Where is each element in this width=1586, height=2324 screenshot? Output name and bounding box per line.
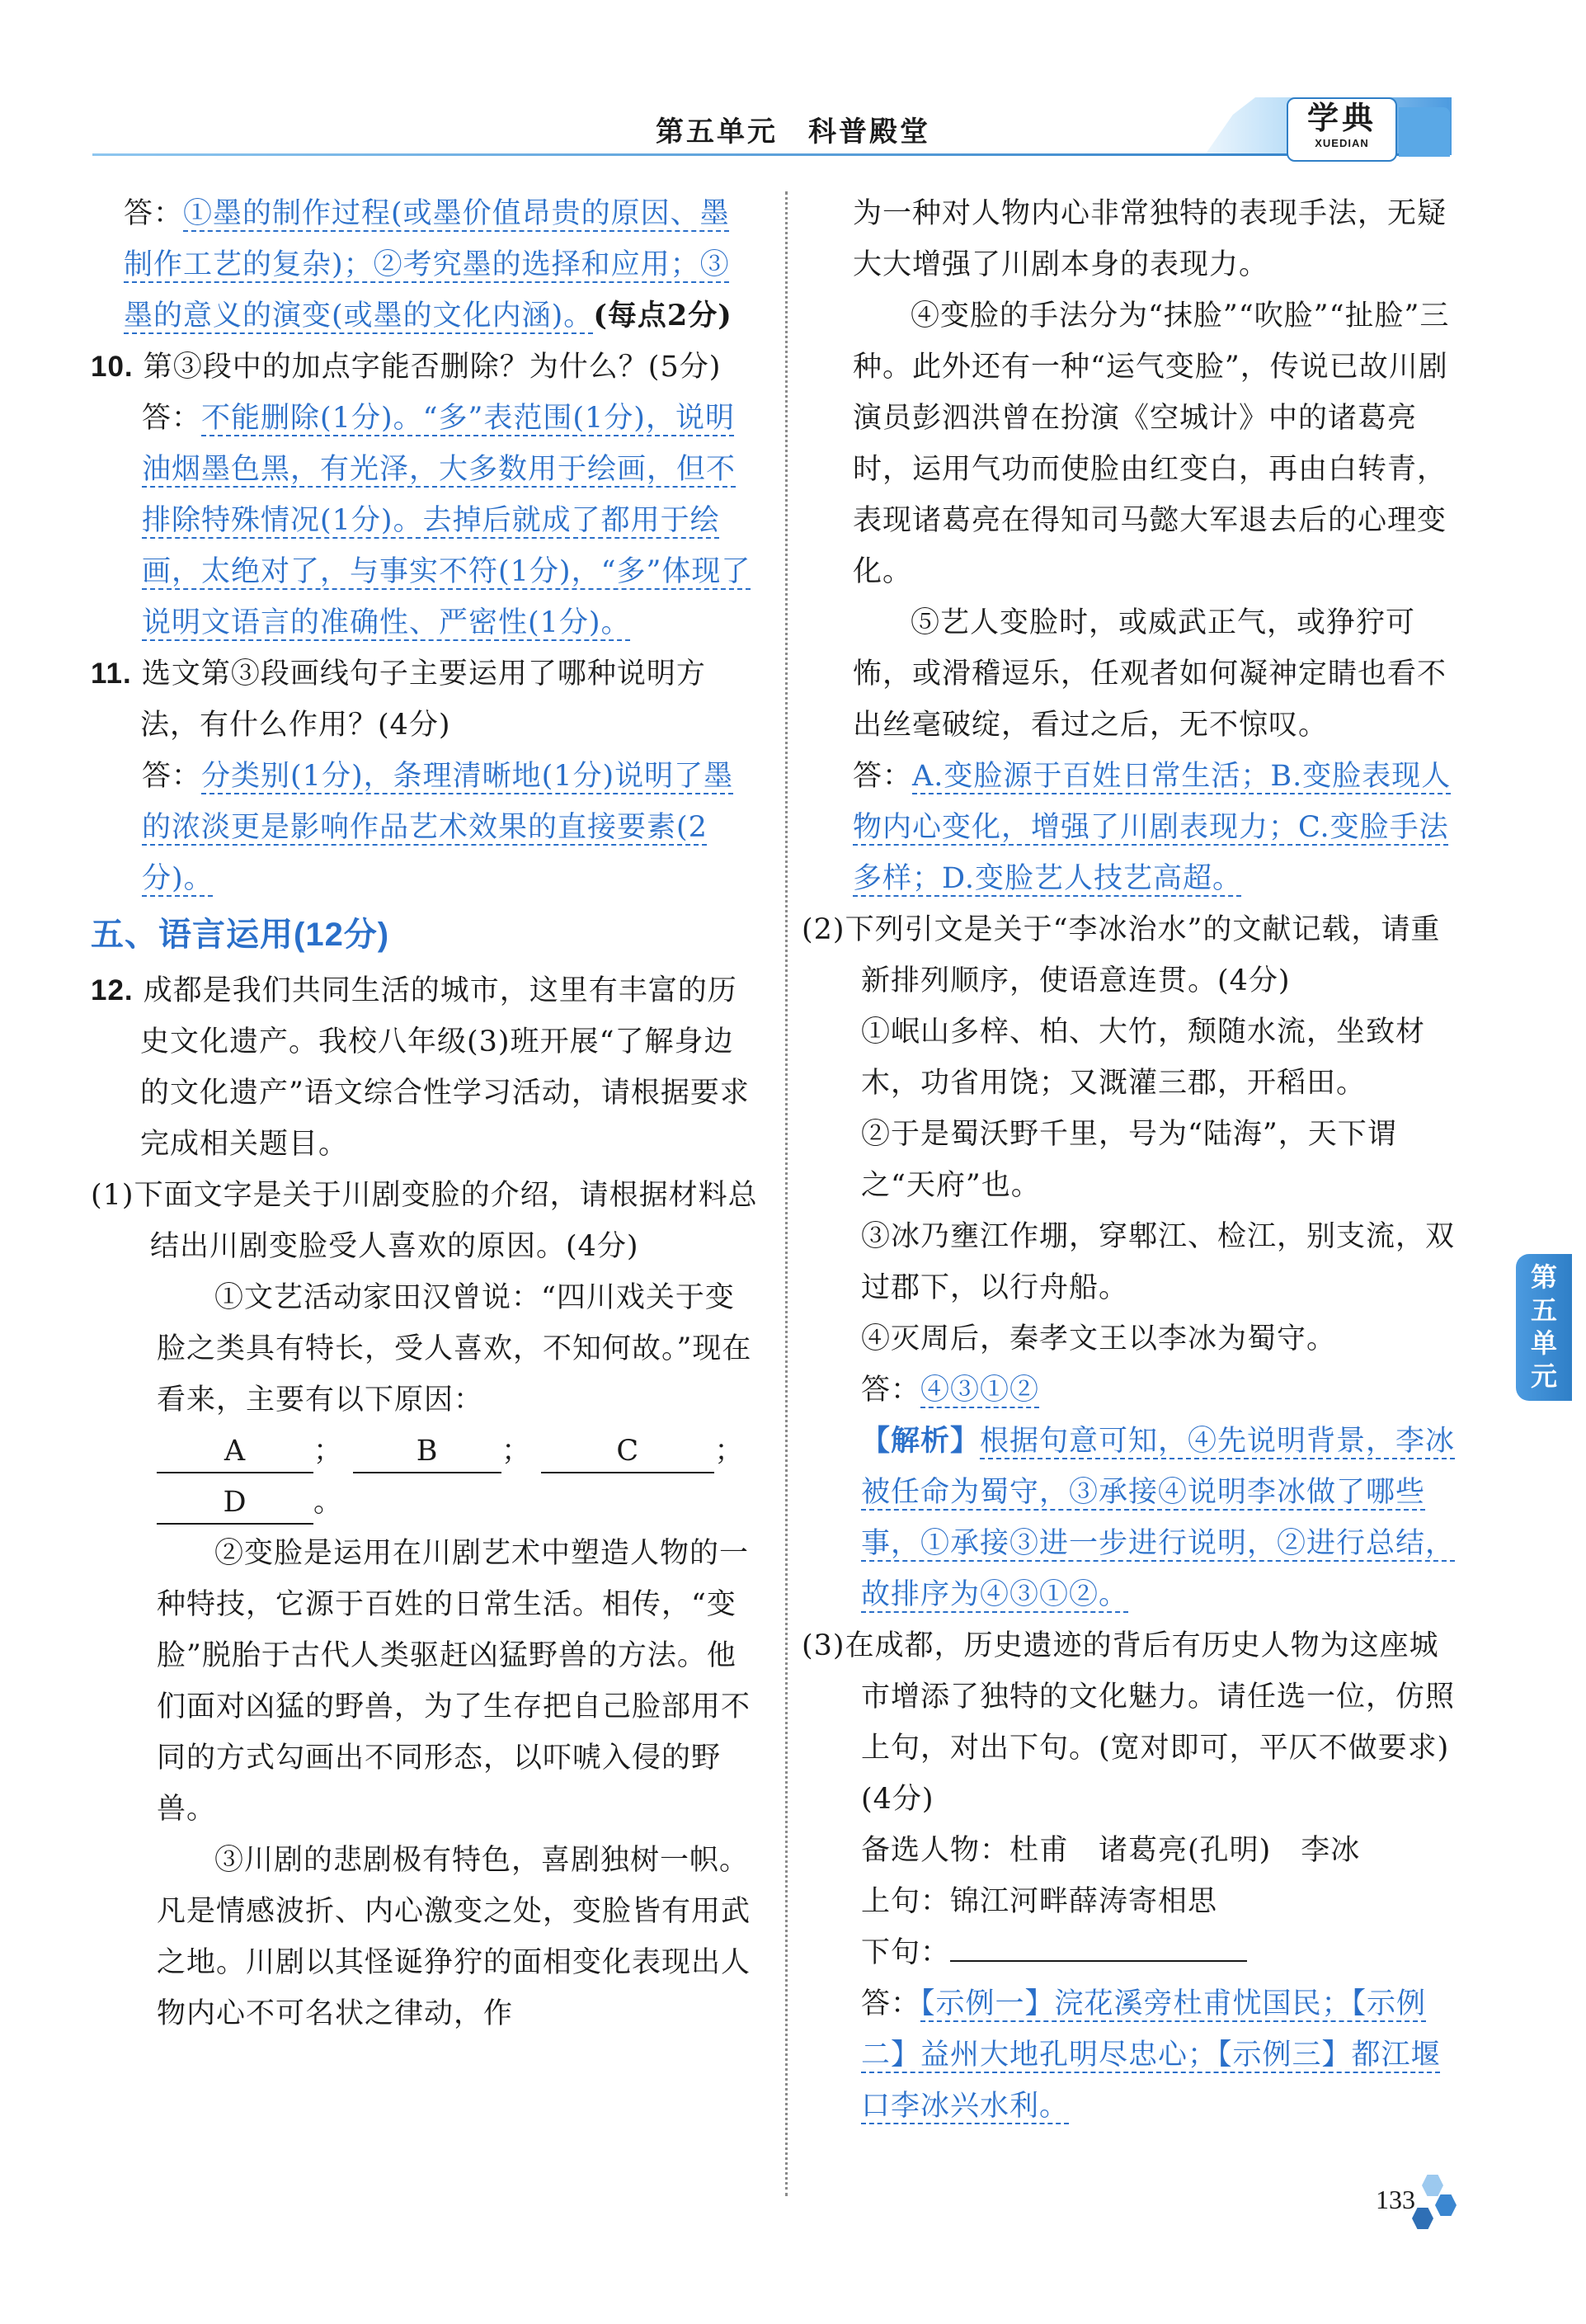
q12-text: 成都是我们共同生活的城市，这里有丰富的历史文化遗产。我校八年级(3)班开展“了解身边的文化遗产”语文综合性学习活动，请根据要求完成相关题目。 — [140, 974, 750, 1161]
lower-line-blank[interactable] — [950, 1960, 1247, 1962]
sub1-number: (1) — [91, 1179, 134, 1212]
q10-answer — [91, 393, 759, 648]
sub1-text: 下面文字是关于川剧变脸的介绍，请根据材料总结出川剧变脸受人喜欢的原因。(4分) — [134, 1179, 758, 1263]
hex-decoration — [1435, 2194, 1457, 2216]
blank-sep: ； — [501, 1435, 532, 1468]
q9-answer-text: ①墨的制作过程(或墨价值昂贵的原因、墨制作工艺的复杂)；②考究墨的选择和应用；③墨的意义的演变(或墨的文化内涵)。 — [124, 197, 730, 332]
sub3-question — [802, 1620, 1468, 1825]
sub2-question — [802, 904, 1468, 1006]
side-tab-label: 第五单元 — [1530, 1262, 1557, 1391]
sentence-1: ①岷山多梓、柏、大竹，颓随水流，坐致材木，功省用饶；又溉灌三郡，开稻田。 — [861, 1016, 1426, 1100]
blank-b[interactable]: B — [353, 1431, 501, 1473]
q10-number: 10. — [91, 351, 134, 383]
header-corner-tab — [1399, 107, 1450, 157]
para1-intro: ①文艺活动家田汉曾说：“四川戏关于变脸之类具有特长，受人喜欢，不知何故。”现在看来，主要有以下原因： — [157, 1281, 752, 1417]
sub1-question — [91, 1170, 759, 1272]
sub1-answer-text: A.变脸源于百姓日常生活；B.变脸表现人物内心变化，增强了川剧表现力；C.变脸手法多样；D.变脸艺人技艺高超。 — [853, 760, 1452, 895]
material-para-2: ②变脸是运用在川剧艺术中塑造人物的一种特技，它源于百姓的日常生活。相传，“变脸”脱胎于古代人类驱赶凶猛野兽的方法。他们面对凶猛的野兽，为了生存把自己脸部用不同的方式勾画出不同形态，以吓唬入侵的野兽。 — [157, 1537, 751, 1826]
answer-label: 答： — [142, 760, 202, 793]
q10-answer-text: 不能删除(1分)。“多”表范围(1分)，说明油烟墨色黑，有光泽，大多数用于绘画，但不排除特殊情况(1分)。去掉后就成了都用于绘画，太绝对了，与事实不符(1分)，“多”体现了说明文语言的准确性、严密性(1分)。 — [142, 402, 751, 639]
sub1-material-cont — [825, 188, 1468, 904]
logo-subtext: XUEDIAN — [1315, 137, 1369, 149]
q11-answer-text: 分类别(1分)，条理清晰地(1分)说明了墨的浓淡更是影响作品艺术效果的直接要素(2分)。 — [142, 760, 734, 895]
left-column — [91, 188, 759, 2039]
section-5-title: 五、语言运用(12分) — [91, 917, 390, 953]
q12-number: 12. — [91, 974, 134, 1006]
logo-text: 学典 — [1306, 99, 1377, 136]
sub2-answer-text: ④③①② — [920, 1374, 1040, 1407]
blank-d[interactable]: D — [157, 1482, 313, 1525]
unit-side-tab — [1516, 1254, 1572, 1401]
answer-label: 答： — [124, 197, 184, 230]
upper-line: 上句：锦江河畔薛涛寄相思 — [861, 1885, 1218, 1918]
q11-number: 11. — [91, 658, 132, 690]
blank-c[interactable]: C — [541, 1431, 714, 1473]
sentence-4: ④灭周后，秦孝文王以李冰为蜀守。 — [861, 1322, 1337, 1355]
sentence-2: ②于是蜀沃野千里，号为“陆海”，天下谓之“天府”也。 — [861, 1118, 1397, 1202]
q11-question — [91, 648, 759, 751]
brand-logo — [1287, 97, 1397, 162]
right-column — [802, 188, 1468, 2132]
q9-answer — [91, 188, 759, 342]
q10-text: 第③段中的加点字能否删除？为什么？(5分) — [143, 351, 722, 384]
sub2-text: 下列引文是关于“李冰治水”的文献记载，请重新排列顺序，使语意连贯。(4分) — [845, 913, 1441, 997]
material-para-3-cont: 为一种对人物内心非常独特的表现手法，无疑大大增强了川剧本身的表现力。 — [853, 197, 1447, 281]
q9-score-note: (每点2分) — [593, 299, 732, 332]
material-para-4: ④变脸的手法分为“抹脸”“吹脸”“扯脸”三种。此外还有一种“运气变脸”，传说已故川剧演员彭泗洪曾在扮演《空城计》中的诸葛亮时，运用气功而使脸由红变白，再由白转青，表现诸葛亮在得知司马懿大军退去后的心理变化。 — [853, 299, 1450, 588]
sub2-analysis — [861, 1416, 1468, 1620]
lower-line-label: 下句： — [861, 1936, 951, 1969]
candidates: 备选人物：杜甫 诸葛亮(孔明) 李冰 — [861, 1834, 1361, 1867]
answer-label: 答： — [853, 760, 913, 793]
sub1-material — [91, 1272, 759, 2039]
q10-question — [91, 342, 759, 393]
answer-label: 答： — [861, 1374, 921, 1407]
answer-label: 答： — [142, 402, 202, 435]
lower-line — [861, 1927, 1468, 1978]
page-header-title: 第五单元 科普殿堂 — [656, 115, 930, 148]
page-number: 133 — [1376, 2185, 1415, 2214]
blank-sep: ； — [313, 1435, 344, 1468]
sub2-material — [825, 1006, 1468, 1620]
blank-sep: ； — [714, 1435, 745, 1468]
hex-decoration — [1422, 2175, 1443, 2196]
column-divider — [785, 191, 788, 2196]
q11-answer — [91, 751, 759, 904]
blank-a[interactable]: A — [157, 1431, 313, 1473]
header-rule — [92, 153, 1412, 156]
sub3-material — [825, 1825, 1468, 2132]
sub3-answer — [861, 1978, 1468, 2132]
sentence-3: ③冰乃壅江作堋，穿郫江、检江，别支流，双过郡下，以行舟船。 — [861, 1220, 1456, 1304]
analysis-label: 【解析】 — [861, 1424, 981, 1458]
q11-text: 选文第③段画线句子主要运用了哪种说明方法，有什么作用？(4分) — [140, 658, 706, 742]
material-para-5: ⑤艺人变脸时，或威武正气，或狰狞可怖，或滑稽逗乐，任观者如何凝神定睛也看不出丝毫破绽，看过之后，无不惊叹。 — [853, 606, 1447, 742]
blank-line-1 — [157, 1426, 759, 1477]
answer-label: 答： — [861, 1987, 921, 2020]
analysis-text: 根据句意可知，④先说明背景，李冰被任命为蜀守，③承接④说明李冰做了哪些事，①承接③进一步进行说明，②进行总结，故排序为④③①②。 — [861, 1425, 1456, 1611]
blank-line-2 — [157, 1477, 759, 1528]
sub3-number: (3) — [802, 1629, 845, 1662]
material-para-1 — [157, 1272, 759, 1426]
q12-question — [91, 965, 759, 1170]
sub3-text: 在成都，历史遗迹的背后有历史人物为这座城市增添了独特的文化魅力。请任选一位，仿照上句，对出下句。(宽对即可，平仄不做要求)(4分) — [845, 1629, 1456, 1816]
sub3-answer-text: 【示例一】浣花溪旁杜甫忧国民；【示例二】益州大地孔明尽忠心；【示例三】都江堰口李冰兴水利。 — [861, 1987, 1441, 2123]
sub1-answer — [853, 751, 1468, 904]
sub2-number: (2) — [802, 913, 845, 946]
material-para-3: ③川剧的悲剧极有特色，喜剧独树一帜。凡是情感波折、内心激变之处，变脸皆有用武之地。川剧以其怪诞狰狞的面相变化表现出人物内心不可名状之律动，作 — [157, 1844, 751, 2030]
end-mark: 。 — [313, 1486, 344, 1519]
sub2-answer — [861, 1365, 1468, 1416]
